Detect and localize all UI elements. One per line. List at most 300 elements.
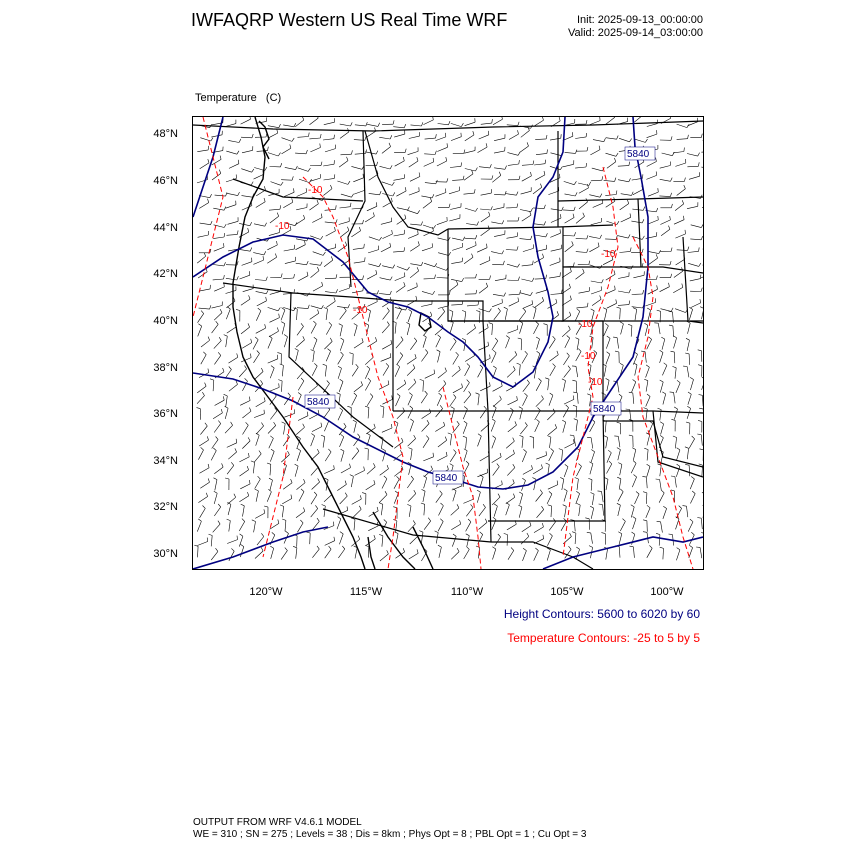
- wind-barb: [687, 154, 698, 157]
- wind-barb-feather: [410, 419, 413, 421]
- wind-barb-feather: [248, 228, 249, 232]
- wind-barb-feather: [572, 380, 576, 381]
- wind-barb: [365, 357, 373, 364]
- wind-barb-feather: [257, 351, 260, 354]
- wind-barb-feather: [208, 159, 209, 163]
- wind-barb-feather: [532, 478, 536, 480]
- wind-barb: [522, 354, 528, 363]
- wind-barb: [267, 245, 277, 250]
- wind-barb: [423, 337, 426, 348]
- wind-barb: [379, 137, 390, 139]
- wind-barb-feather: [671, 178, 673, 182]
- wind-barb-feather: [224, 224, 226, 227]
- wind-barb-feather: [560, 229, 561, 233]
- wind-barb-feather: [579, 464, 582, 467]
- wind-barb-feather: [250, 248, 252, 252]
- wind-barb-feather: [542, 396, 544, 399]
- wind-barb-feather: [203, 352, 206, 355]
- wind-barb-feather: [265, 324, 266, 328]
- wind-barb: [550, 437, 551, 448]
- wind-barb-feather: [404, 124, 405, 128]
- wind-barb: [341, 154, 352, 155]
- wind-barb-feather: [219, 170, 221, 174]
- wind-barb: [257, 301, 267, 306]
- wind-barb-feather: [440, 491, 443, 494]
- wind-barb: [326, 351, 330, 361]
- wind-barb-feather: [570, 296, 571, 300]
- wind-barb: [383, 311, 390, 320]
- wind-barb: [227, 465, 234, 474]
- wind-barb: [324, 469, 334, 473]
- wind-barb-feather: [677, 448, 680, 450]
- wind-barb-feather: [357, 448, 359, 451]
- wind-barb: [452, 180, 463, 181]
- wind-barb: [519, 365, 520, 376]
- wind-barb-feather: [697, 518, 701, 519]
- wind-barb-feather: [530, 522, 531, 526]
- wind-barb-feather: [690, 519, 693, 522]
- wind-barb-feather: [551, 448, 554, 451]
- wind-barb: [421, 304, 432, 306]
- wind-barb: [368, 311, 370, 322]
- wind-barb-feather: [201, 311, 204, 314]
- wind-barb: [243, 425, 249, 434]
- wind-barb: [508, 400, 518, 405]
- wind-barb-feather: [223, 396, 224, 400]
- wind-barb-feather: [591, 493, 595, 495]
- wind-barb: [687, 367, 689, 378]
- wind-barb: [299, 179, 309, 183]
- wind-barb: [534, 324, 539, 334]
- wind-barb-feather: [603, 308, 607, 310]
- wind-barb: [313, 286, 323, 291]
- wind-barb: [339, 221, 350, 224]
- wind-barb-feather: [277, 355, 278, 359]
- wind-barb-feather: [288, 393, 291, 396]
- wind-barb-feather: [557, 481, 558, 485]
- wind-barb: [351, 166, 362, 169]
- wind-barb: [689, 354, 690, 365]
- wind-barb-feather: [661, 337, 665, 339]
- wind-barb: [480, 260, 490, 264]
- wind-barb: [548, 485, 558, 490]
- wind-barb-feather: [456, 281, 458, 285]
- wind-barb: [354, 422, 357, 433]
- wind-barb: [660, 382, 663, 393]
- wind-barb: [591, 222, 602, 225]
- wind-barb-feather: [247, 466, 248, 470]
- wind-barb: [242, 441, 250, 449]
- wind-barb: [453, 388, 463, 393]
- wind-barb: [215, 400, 225, 405]
- wind-barb: [297, 483, 306, 490]
- wind-barb-feather: [617, 221, 619, 224]
- wind-barb-feather: [570, 268, 571, 272]
- wind-barb: [325, 292, 336, 293]
- wind-barb-feather: [643, 207, 645, 211]
- wind-barb: [660, 166, 671, 169]
- wind-barb: [338, 410, 343, 420]
- wind-barb-feather: [685, 464, 689, 465]
- wind-barb: [422, 413, 431, 419]
- wind-barb-feather: [671, 308, 673, 312]
- wind-barb: [423, 457, 433, 461]
- wind-barb-feather: [466, 461, 469, 464]
- wind-barb: [549, 451, 554, 461]
- wind-barb: [214, 424, 221, 433]
- wind-barb: [240, 470, 249, 476]
- wind-barb-feather: [221, 409, 222, 413]
- wind-barb: [509, 355, 517, 363]
- wind-barb-feather: [317, 546, 319, 549]
- wind-barb-feather: [234, 494, 236, 498]
- wind-barb-feather: [364, 244, 365, 248]
- wind-barb: [493, 294, 504, 296]
- wind-barb-feather: [407, 267, 409, 270]
- wind-barb: [592, 299, 601, 305]
- wind-barb-feather: [445, 368, 447, 372]
- wind-barb: [675, 309, 685, 313]
- wind-barb-feather: [457, 548, 459, 552]
- wind-barb: [242, 411, 251, 418]
- wind-barb-feather: [227, 519, 231, 521]
- wind-barb: [255, 280, 266, 281]
- map-canvas: [193, 117, 703, 569]
- wind-barb: [660, 465, 661, 476]
- wind-barb: [632, 209, 643, 210]
- wind-barb: [523, 248, 534, 251]
- wind-barb: [311, 306, 322, 309]
- wind-barb: [213, 279, 224, 280]
- wind-barb: [381, 247, 391, 252]
- wind-barb-feather: [542, 506, 544, 509]
- wind-barb: [409, 553, 418, 559]
- wind-barb: [270, 480, 273, 491]
- wind-barb-feather: [573, 392, 577, 393]
- plot-title: IWFAQRP Western US Real Time WRF: [191, 10, 508, 30]
- wind-barb-feather: [589, 336, 593, 338]
- wind-barb: [591, 180, 602, 181]
- wind-barb: [506, 441, 514, 448]
- wind-barb-feather: [204, 253, 206, 257]
- wind-barb-feather: [345, 493, 347, 496]
- wind-barb: [660, 353, 663, 363]
- wind-barb-feather: [476, 311, 480, 312]
- wind-barb: [254, 454, 261, 462]
- wind-barb-feather: [486, 143, 487, 147]
- wind-barb: [649, 258, 658, 264]
- wind-barb: [211, 451, 216, 461]
- wind-barb: [239, 457, 249, 462]
- wind-barb-feather: [362, 493, 366, 494]
- wind-barb: [270, 464, 271, 475]
- wind-barb: [618, 450, 621, 461]
- wind-barb-feather: [598, 491, 602, 492]
- wind-barb: [198, 450, 203, 460]
- wind-barb-feather: [644, 408, 648, 410]
- wind-barb-feather: [317, 200, 318, 204]
- wind-barb-feather: [498, 308, 501, 311]
- wind-barb-feather: [476, 235, 477, 239]
- wind-barb-feather: [616, 153, 618, 156]
- wind-barb-feather: [244, 366, 246, 369]
- wind-barb: [296, 427, 304, 434]
- wind-barb-feather: [280, 205, 281, 209]
- wind-barb-feather: [515, 351, 517, 355]
- wind-barb-feather: [628, 235, 630, 239]
- wind-barb: [254, 174, 264, 179]
- lon-label-120: 120°W: [249, 586, 283, 598]
- wind-barb: [688, 522, 693, 532]
- wind-barb: [269, 233, 280, 236]
- wind-barb: [522, 176, 532, 181]
- wind-barb-feather: [250, 117, 251, 119]
- wind-barb-feather: [231, 422, 233, 425]
- wind-barb: [646, 381, 648, 392]
- wind-barb-feather: [236, 309, 240, 310]
- wind-barb: [394, 178, 405, 180]
- wind-barb-feather: [660, 350, 663, 352]
- wind-barb: [533, 224, 544, 225]
- height-contour-far-north: [193, 117, 223, 217]
- wind-barb: [589, 247, 599, 252]
- wind-barb: [309, 204, 318, 210]
- wind-barb: [493, 119, 503, 125]
- wind-barb: [324, 494, 332, 501]
- wind-barb: [337, 306, 348, 308]
- wind-barb: [507, 236, 518, 238]
- wind-barb: [677, 189, 686, 196]
- wind-barb: [381, 222, 392, 225]
- wind-barb-feather: [281, 322, 285, 324]
- wind-barb-feather: [685, 353, 689, 354]
- wind-barb-feather: [656, 158, 657, 162]
- wind-barb: [520, 239, 531, 240]
- wind-barb-feather: [277, 327, 278, 331]
- wind-barb-feather: [519, 407, 523, 409]
- wind-barb-feather: [687, 406, 690, 408]
- wind-barb-feather: [702, 492, 703, 494]
- wind-barb-feather: [225, 406, 229, 408]
- wind-barb-feather: [645, 139, 647, 142]
- wind-barb-feather: [682, 284, 683, 288]
- wind-barb: [604, 310, 606, 321]
- wind-barb: [551, 218, 561, 222]
- wind-barb: [673, 152, 684, 153]
- wind-barb-feather: [504, 293, 506, 297]
- wind-barb-feather: [388, 381, 389, 385]
- wind-barb: [606, 338, 610, 348]
- wind-barb: [451, 262, 462, 264]
- wind-barb: [589, 236, 600, 238]
- wind-barb-feather: [649, 337, 652, 340]
- wind-barb-feather: [620, 489, 623, 492]
- wind-barb: [687, 506, 688, 517]
- wind-barb-feather: [397, 364, 400, 367]
- wind-barb: [213, 524, 220, 532]
- wind-barb-feather: [501, 382, 502, 386]
- wind-barb: [213, 380, 214, 391]
- wind-barb-feather: [393, 265, 395, 269]
- lat-label-30: 30°N: [153, 548, 178, 560]
- wind-barb: [397, 356, 403, 365]
- wind-barb: [648, 251, 659, 253]
- wind-barb-feather: [457, 504, 459, 508]
- wind-barb: [621, 194, 632, 196]
- wind-barb-feather: [630, 248, 631, 252]
- wind-barb-feather: [575, 478, 579, 480]
- wind-barb-feather: [344, 308, 346, 311]
- wind-barb: [607, 303, 617, 308]
- wind-barb-feather: [456, 352, 459, 355]
- wind-barb-feather: [261, 380, 263, 383]
- wind-barb-feather: [464, 449, 467, 451]
- wind-barb-feather: [543, 324, 547, 325]
- wind-barb-feather: [393, 192, 395, 196]
- wind-barb-feather: [434, 370, 435, 374]
- wind-barb: [199, 289, 210, 291]
- wind-barb: [324, 506, 325, 517]
- wind-barb-feather: [567, 336, 570, 339]
- wind-barb: [256, 190, 265, 196]
- wind-barb: [338, 549, 344, 558]
- wind-barb: [227, 193, 238, 195]
- wind-barb-feather: [223, 368, 224, 372]
- wind-barb-feather: [259, 451, 261, 454]
- wind-barb-feather: [544, 171, 545, 175]
- wind-barb-feather: [533, 161, 534, 165]
- wind-barb: [576, 252, 587, 253]
- wind-barb-feather: [435, 151, 436, 155]
- wind-barb-feather: [307, 261, 309, 265]
- wind-barb-feather: [591, 309, 595, 311]
- wind-barb: [296, 208, 307, 210]
- wind-barb-feather: [553, 364, 556, 367]
- wind-barb-feather: [506, 336, 509, 338]
- wind-barb-feather: [387, 465, 388, 469]
- wind-barb-feather: [440, 405, 442, 408]
- wind-barb-feather: [701, 288, 702, 292]
- wind-barb: [424, 154, 435, 155]
- wind-barb: [453, 491, 456, 502]
- wind-barb-feather: [629, 162, 630, 166]
- wind-barb: [675, 368, 676, 379]
- wind-barb-feather: [546, 463, 550, 465]
- wind-barb-feather: [438, 545, 442, 547]
- wind-barb-feather: [519, 492, 523, 494]
- wind-barb: [367, 302, 377, 307]
- wind-barb-feather: [256, 433, 259, 435]
- wind-barb: [295, 219, 304, 225]
- wind-barb-feather: [688, 135, 689, 139]
- wind-barb: [591, 452, 595, 463]
- wind-barb: [255, 513, 265, 518]
- wind-barb-feather: [510, 408, 513, 411]
- wind-barb: [607, 464, 612, 474]
- wind-barb-feather: [531, 236, 532, 240]
- wind-barb-feather: [502, 251, 504, 255]
- wind-barb-feather: [336, 205, 337, 209]
- wind-barb: [298, 276, 308, 281]
- wind-barb: [563, 210, 574, 211]
- wind-barb: [199, 308, 210, 309]
- wind-barb-feather: [670, 117, 671, 118]
- wind-barb-feather: [498, 494, 500, 497]
- wind-barb-feather: [683, 506, 687, 507]
- wind-barb: [211, 551, 218, 560]
- wind-barb-feather: [322, 505, 326, 507]
- wind-barb-feather: [292, 176, 293, 180]
- wind-barb-feather: [544, 221, 546, 225]
- wind-barb-feather: [433, 158, 434, 162]
- wind-barb-feather: [368, 378, 371, 381]
- wind-barb: [366, 131, 375, 137]
- wind-barb: [464, 464, 469, 474]
- wind-barb-feather: [291, 479, 293, 483]
- wind-barb-feather: [385, 491, 387, 495]
- wind-barb-feather: [588, 478, 592, 479]
- wind-barb: [284, 424, 286, 435]
- wind-barb-feather: [671, 274, 672, 278]
- wind-barb-feather: [366, 149, 367, 153]
- wind-barb-feather: [320, 144, 321, 148]
- us-mexico-border: [323, 509, 593, 569]
- wind-barb: [212, 173, 221, 180]
- wind-barb: [449, 191, 460, 194]
- wind-barb: [326, 231, 336, 236]
- wind-barb-feather: [349, 353, 353, 354]
- wind-barb-feather: [547, 149, 548, 153]
- wind-barb-feather: [487, 324, 488, 328]
- wind-barb-feather: [616, 191, 617, 195]
- wind-barb: [438, 371, 447, 378]
- wind-barb: [324, 178, 335, 180]
- wind-barb: [424, 521, 431, 530]
- wind-barb: [675, 234, 685, 238]
- wind-barb-feather: [220, 156, 221, 160]
- wind-barb-feather: [493, 366, 496, 368]
- wind-barb: [494, 138, 505, 141]
- wind-barb: [533, 208, 544, 209]
- wind-barb: [579, 202, 588, 209]
- wind-barb-feather: [528, 127, 530, 131]
- wind-barb: [478, 368, 483, 378]
- wind-barb: [507, 524, 516, 530]
- wind-barb-feather: [305, 241, 306, 245]
- wind-barb: [520, 409, 523, 420]
- wind-barb-feather: [518, 298, 519, 302]
- temp-label-3: -10: [353, 305, 368, 316]
- wind-barb: [241, 327, 250, 334]
- lat-label-44: 44°N: [153, 222, 178, 234]
- wind-barb-feather: [207, 538, 208, 542]
- wind-barb: [212, 159, 221, 165]
- wind-barb: [702, 206, 703, 208]
- wind-barb: [367, 397, 373, 406]
- wind-barb-feather: [224, 262, 226, 266]
- wind-barb: [436, 137, 446, 141]
- wind-barb: [507, 370, 515, 378]
- wind-barb: [311, 271, 320, 278]
- wind-barb: [437, 456, 447, 461]
- wind-barb: [452, 409, 455, 420]
- wind-barb-feather: [354, 324, 357, 326]
- wind-barb: [593, 203, 603, 207]
- wind-barb: [479, 507, 486, 516]
- wind-barb-feather: [589, 182, 591, 186]
- wind-barb: [647, 134, 657, 138]
- wind-barb-feather: [341, 434, 344, 437]
